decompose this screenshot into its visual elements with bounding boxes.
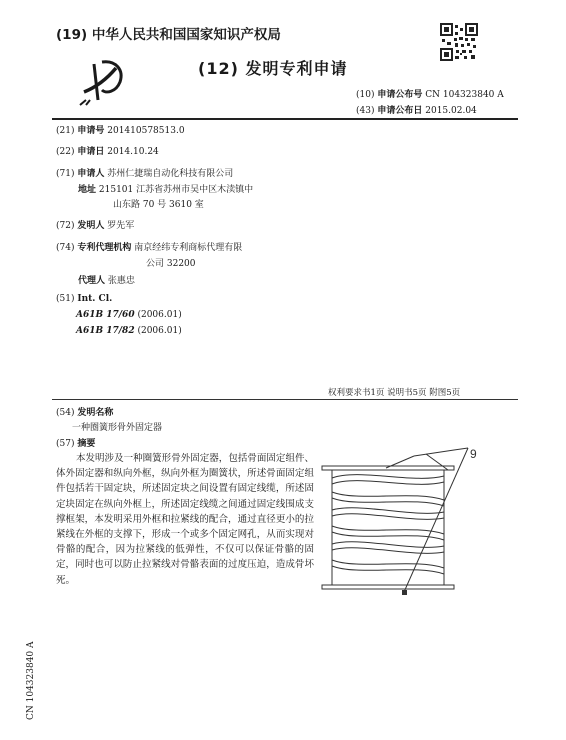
side-publication-number: CN 104323840 A (26, 641, 36, 720)
abstract-label: 摘要 (77, 439, 96, 449)
reference-numeral-9: 9 (470, 447, 477, 461)
inid-21: (21) (56, 126, 75, 136)
application-number-row (56, 123, 185, 136)
publication-number-row (356, 87, 504, 100)
agent-row (78, 273, 135, 286)
agency-label: 专利代理机构 (77, 243, 132, 253)
inid-54: (54) (56, 408, 75, 418)
agent-name: 张惠忠 (107, 276, 135, 286)
publication-date: 2015.02.04 (425, 106, 477, 116)
patent-office-name: 中华人民共和国国家知识产权局 (91, 27, 281, 43)
inid-10: (10) (356, 90, 375, 100)
int-cl-label: Int. Cl. (77, 294, 113, 304)
header-divider (52, 118, 518, 120)
application-date-label: 申请日 (77, 147, 105, 157)
coil-spring-fixator-drawing (318, 444, 490, 616)
application-date-row (56, 144, 159, 157)
document-type (198, 56, 347, 79)
inventor-row (56, 218, 134, 231)
inid-74: (74) (56, 243, 75, 253)
inid-22: (22) (56, 147, 75, 157)
application-date: 2014.10.24 (107, 147, 159, 157)
abstract-text: 本发明涉及一种圈簧形骨外固定器，包括骨面固定组件、体外固定器和纵向外框，纵向外框为圈簧状，所述骨面固定组件包括若干固定块，所述固定块之间设置有固定线缆，所述固定块固定在纵向外框上，所述固定线缆之间通过固定线围成支撑框架，本发明采用外框和拉紧线的配合，通过直径更小的拉紧线在外框的支撑下，形成一个或多个固定网孔，从而实现对骨骼的配合，因为拉紧线的低弹性，不仅可以保证骨骼的固定，同时也可以防止拉紧线对骨骼表面的过度压迫，造成骨坏死。 (56, 453, 314, 586)
inventor-label: 发明人 (77, 221, 105, 231)
inventor-name: 罗先军 (107, 221, 135, 231)
cnipa-logo (76, 54, 132, 106)
agency-line-1: 南京经纬专利商标代理有限 (134, 243, 243, 253)
applicant-row (56, 166, 233, 179)
publication-date-row (356, 103, 477, 116)
address-line-1: 215101 江苏省苏州市吴中区木渎镇中 (98, 185, 254, 195)
application-number: 201410578513.0 (107, 126, 185, 136)
inid-12: (12) (198, 59, 239, 78)
invention-name-heading (56, 405, 113, 418)
ipc-date: (2006.01) (137, 326, 182, 336)
fixing-block (402, 590, 407, 595)
inid-51: (51) (56, 294, 75, 304)
page-count-summary: 权利要求书1页 说明书5页 附图5页 (328, 388, 461, 398)
document-type-label: 发明专利申请 (245, 59, 348, 78)
inid-43: (43) (356, 106, 375, 116)
applicant-name: 苏州仁捷瑞自动化科技有限公司 (107, 169, 234, 179)
qr-code (440, 23, 478, 61)
agent-label: 代理人 (78, 276, 106, 286)
inid-19: (19) (56, 27, 88, 43)
ipc-date: (2006.01) (137, 310, 182, 320)
inid-72: (72) (56, 221, 75, 231)
agency-line-2: 公司 32200 (146, 259, 196, 269)
inid-57: (57) (56, 439, 75, 449)
invention-name-label: 发明名称 (77, 408, 114, 418)
abstract-divider (52, 399, 518, 400)
inid-71: (71) (56, 169, 75, 179)
int-cl-row (56, 294, 112, 304)
publication-number: CN 104323840 A (425, 90, 504, 100)
abstract-heading (56, 436, 95, 449)
applicant-label: 申请人 (77, 169, 105, 179)
ipc-code: A61B 17/60 (76, 310, 135, 320)
application-number-label: 申请号 (77, 126, 105, 136)
publication-date-label: 申请公布日 (377, 106, 423, 116)
office-header (56, 23, 281, 43)
ipc-row (76, 326, 182, 336)
agency-row (56, 240, 242, 253)
publication-number-label: 申请公布号 (377, 90, 423, 100)
ipc-row (76, 310, 182, 320)
ipc-code: A61B 17/82 (76, 326, 135, 336)
address-row (78, 182, 253, 195)
address-line-2: 山东路 70 号 3610 室 (113, 200, 204, 210)
address-label: 地址 (78, 185, 97, 195)
invention-name: 一种圈簧形骨外固定器 (72, 423, 163, 433)
